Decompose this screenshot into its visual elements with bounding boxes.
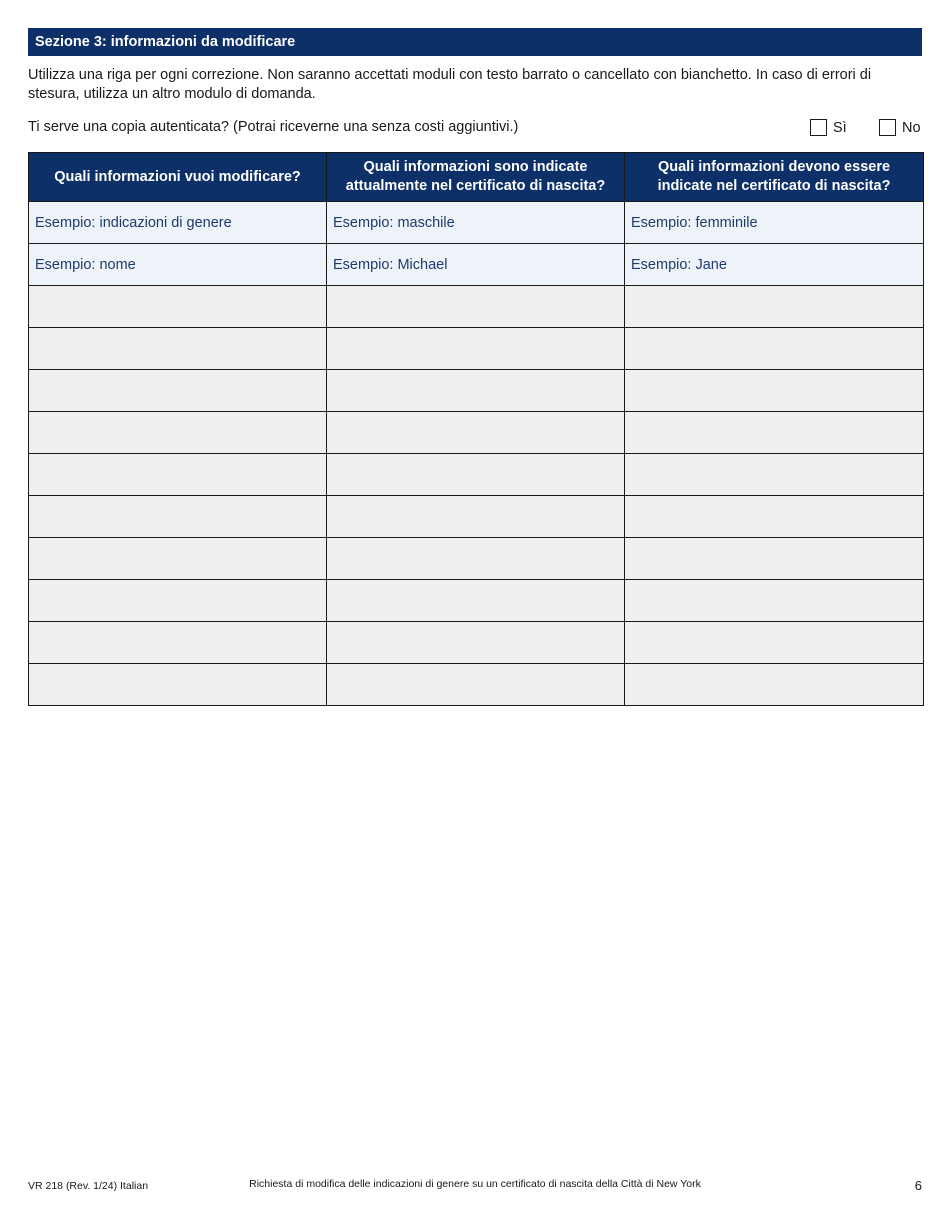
entry-field-current-info[interactable]	[327, 622, 625, 664]
entry-field-info-to-change[interactable]	[29, 328, 327, 370]
entry-field-current-info[interactable]	[327, 664, 625, 706]
entry-field-new-info[interactable]	[625, 328, 924, 370]
page-number: 6	[914, 1178, 922, 1193]
blank-entry-row	[29, 622, 924, 664]
corrections-table	[28, 152, 924, 706]
entry-field-current-info[interactable]	[327, 412, 625, 454]
blank-entry-row	[29, 412, 924, 454]
entry-field-info-to-change[interactable]	[29, 664, 327, 706]
example-cell: Esempio: femminile	[625, 202, 924, 244]
entry-field-new-info[interactable]	[625, 664, 924, 706]
entry-field-current-info[interactable]	[327, 496, 625, 538]
example-cell: Esempio: Jane	[625, 244, 924, 286]
section-title: Sezione 3: informazioni da modificare	[35, 34, 296, 50]
blank-entry-row	[29, 664, 924, 706]
no-checkbox[interactable]	[879, 119, 896, 136]
example-cell: Esempio: Michael	[327, 244, 625, 286]
entry-field-info-to-change[interactable]	[29, 538, 327, 580]
entry-field-info-to-change[interactable]	[29, 580, 327, 622]
example-row	[29, 202, 924, 244]
entry-field-current-info[interactable]	[327, 286, 625, 328]
entry-field-current-info[interactable]	[327, 580, 625, 622]
table-header-row	[29, 153, 924, 202]
section-header	[28, 28, 922, 56]
entry-field-new-info[interactable]	[625, 580, 924, 622]
yes-checkbox[interactable]	[810, 119, 827, 136]
header-new-info: Quali informazioni devono essere indicate nel certificato di nascita?	[625, 153, 924, 202]
entry-field-current-info[interactable]	[327, 454, 625, 496]
entry-field-new-info[interactable]	[625, 286, 924, 328]
blank-entry-row	[29, 496, 924, 538]
instructions-text: Utilizza una riga per ogni correzione. Non saranno accettati moduli con testo barrato o cancellato con bianchetto. In caso di errori di stesura, utilizza un altro modulo di domanda.	[28, 67, 872, 102]
footer-title: Richiesta di modifica delle indicazioni di genere su un certificato di nascita della Città di New York	[249, 1178, 701, 1190]
entry-field-info-to-change[interactable]	[29, 286, 327, 328]
blank-entry-row	[29, 370, 924, 412]
entry-field-new-info[interactable]	[625, 454, 924, 496]
example-cell: Esempio: nome	[29, 244, 327, 286]
blank-entry-row	[29, 328, 924, 370]
example-row	[29, 244, 924, 286]
page-footer	[28, 1178, 922, 1194]
entry-field-current-info[interactable]	[327, 538, 625, 580]
header-current-info: Quali informazioni sono indicate attualmente nel certificato di nascita?	[327, 153, 625, 202]
entry-field-info-to-change[interactable]	[29, 622, 327, 664]
blank-entry-row	[29, 454, 924, 496]
example-cell: Esempio: maschile	[327, 202, 625, 244]
entry-field-info-to-change[interactable]	[29, 454, 327, 496]
entry-field-new-info[interactable]	[625, 622, 924, 664]
form-code: VR 218 (Rev. 1/24) Italian	[28, 1180, 149, 1192]
entry-field-info-to-change[interactable]	[29, 412, 327, 454]
entry-field-new-info[interactable]	[625, 538, 924, 580]
certified-copy-question-text: Ti serve una copia autenticata? (Potrai riceverne una senza costi aggiuntivi.)	[28, 119, 519, 135]
entry-field-new-info[interactable]	[625, 370, 924, 412]
entry-field-current-info[interactable]	[327, 370, 625, 412]
entry-field-new-info[interactable]	[625, 496, 924, 538]
blank-entry-row	[29, 538, 924, 580]
example-cell: Esempio: indicazioni di genere	[29, 202, 327, 244]
no-label: No	[902, 120, 921, 136]
blank-entry-row	[29, 580, 924, 622]
entry-field-new-info[interactable]	[625, 412, 924, 454]
entry-field-info-to-change[interactable]	[29, 496, 327, 538]
entry-field-info-to-change[interactable]	[29, 370, 327, 412]
header-info-to-change: Quali informazioni vuoi modificare?	[29, 153, 327, 202]
certified-copy-question	[28, 119, 922, 139]
blank-entry-row	[29, 286, 924, 328]
entry-field-current-info[interactable]	[327, 328, 625, 370]
yes-label: Sì	[833, 120, 847, 136]
